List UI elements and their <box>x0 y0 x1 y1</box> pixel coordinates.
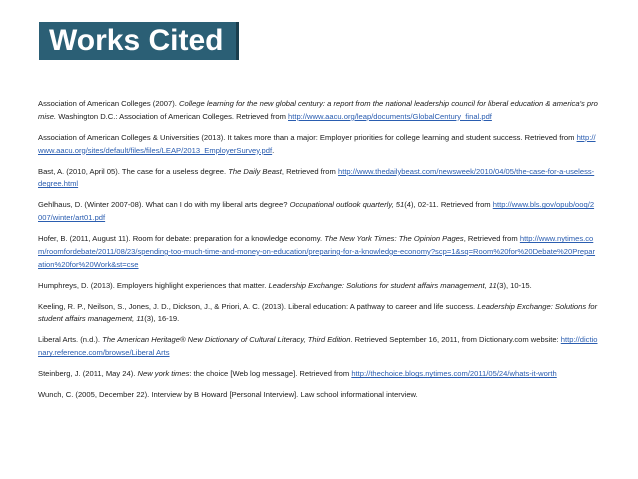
citation-text: Bast, A. (2010, April 05). The case for a useless degree. <box>38 166 229 176</box>
citation-title: New york times <box>137 369 190 379</box>
citation-link[interactable]: http://www.bls.gov/opub/ooq/2007/winter/art01.pdf <box>38 200 595 223</box>
citation-text: . <box>272 145 275 155</box>
citation-text: Keeling, R. P., Neilson, S., Jones, J. D., Dickson, J., & Priori, A. C. (2013). Liberal education: A pathway to career and life success. <box>38 301 478 311</box>
citation-title: The New York Times: The Opinion Pages <box>324 234 464 244</box>
citation-text: , Retrieved from <box>281 166 338 176</box>
citation-text: Steinberg, J. (2011, May 24). <box>38 369 138 379</box>
citation-link[interactable]: http://dictionary.reference.com/browse/Liberal Arts <box>38 335 598 358</box>
citation-text: , Retrieved from <box>463 234 520 244</box>
citation-text: (3), 10-15. <box>496 280 532 290</box>
citation-text: Gehlhaus, D. (Winter 2007-08). What can I do with my liberal arts degree? <box>38 200 290 210</box>
citation-text: Washington D.C.: Association of American Colleges. Retrieved from <box>56 111 289 121</box>
citation-entry <box>38 166 598 192</box>
citation-text: Hofer, B. (2011, August 11). Room for debate: preparation for a knowledge economy. <box>38 234 325 244</box>
citation-text: Association of American Colleges & Universities (2013). It takes more than a major: Employer priorities for college learning and student success. Retrieved from <box>38 132 577 142</box>
citation-title: Leadership Exchange: Solutions for student affairs management, 11 <box>268 280 497 290</box>
citation-entry <box>38 301 598 327</box>
citation-link[interactable]: http://www.nytimes.com/roomfordebate/2011/08/23/spending-too-much-time-and-money-on-education/preparing-for-a-knowledge-economy?scp=1&sq=Room%20for%20Debate%20Preparation%20for%20Work&st=cse <box>38 234 596 269</box>
citation-link[interactable]: http://www.aacu.org/sites/default/files/files/LEAP/2013_EmployerSurvey.pdf <box>38 132 596 155</box>
title-banner <box>39 22 239 60</box>
citation-title: Leadership Exchange: Solutions for student affairs management, 11 <box>38 301 598 324</box>
citation-entry <box>38 368 598 381</box>
citation-title: College learning for the new global century: a report from the national leadership council for liberal education & america's promise. <box>38 99 598 121</box>
citation-title: The American Heritage® New Dictionary of Cultural Literacy, Third Edition <box>102 335 351 345</box>
citation-link[interactable]: http://www.aacu.org/leap/documents/GlobalCentury_final.pdf <box>288 111 492 121</box>
citation-entry <box>38 233 598 271</box>
citation-text: Wunch, C. (2005, December 22). Interview by B Howard [Personal Interview]. Law school informational interview. <box>38 390 418 400</box>
citation-entry <box>38 280 598 293</box>
citation-text: Humphreys, D. (2013). Employers highlight experiences that matter. <box>38 280 269 290</box>
citation-text: . Retrieved September 16, 2011, from Dictionary.com website: <box>350 335 561 345</box>
citation-text: (3), 16-19. <box>144 314 180 324</box>
citation-title: Occupational outlook quarterly, 51 <box>289 200 405 210</box>
citation-text: (4), 02-11. Retrieved from <box>404 200 493 210</box>
citation-link[interactable]: http://thechoice.blogs.nytimes.com/2011/05/24/whats-it-worth <box>351 369 557 379</box>
citation-entry <box>38 199 598 225</box>
citation-entry <box>38 389 598 402</box>
citation-entry <box>38 132 598 158</box>
citation-list <box>38 98 598 410</box>
citation-entry <box>38 98 598 124</box>
citation-text: Association of American Colleges (2007). <box>38 99 179 108</box>
citation-text: Liberal Arts. (n.d.). <box>38 335 103 345</box>
citation-entry <box>38 334 598 360</box>
citation-link[interactable]: http://www.thedailybeast.com/newsweek/2010/04/05/the-case-for-a-useless-degree.html <box>38 166 595 189</box>
citation-title: The Daily Beast <box>228 166 282 176</box>
citation-text: : the choice [Web log message]. Retrieved from <box>189 369 352 379</box>
page-title: Works Cited <box>49 24 224 57</box>
